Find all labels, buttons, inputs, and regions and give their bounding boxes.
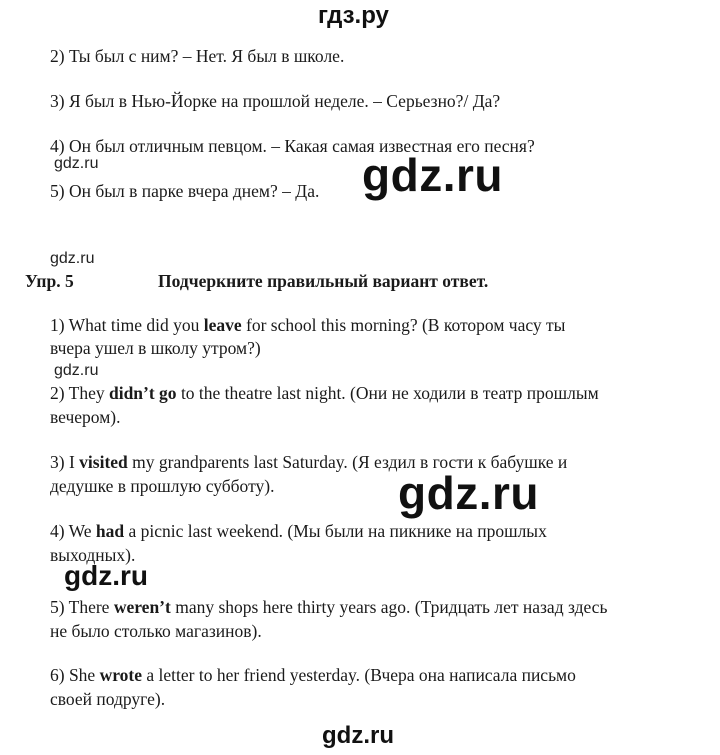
exercise-instruction: Подчеркните правильный вариант ответ. bbox=[158, 271, 489, 291]
exercise-item-5-cont: не было столько магазинов). bbox=[50, 621, 262, 641]
exercise-item-1: 1) What time did you leave for school this morning? (В котором часу ты bbox=[50, 315, 566, 335]
answer-word: visited bbox=[79, 452, 128, 472]
answer-word: wrote bbox=[99, 665, 143, 685]
exercise-item-3-cont: дедушке в прошлую субботу). bbox=[50, 476, 275, 496]
exercise-item-5: 5) There weren’t many shops here thirty years ago. (Тридцать лет назад здесь bbox=[50, 597, 608, 617]
watermark-small: gdz.ru bbox=[54, 155, 99, 172]
exercise-item-4: 4) We had a picnic last weekend. (Мы были на пикнике на прошлых bbox=[50, 521, 547, 541]
exercise-number: Упр. 5 bbox=[25, 271, 74, 291]
site-header: гдз.ру bbox=[318, 2, 389, 29]
prev-item-2: 2) Ты был с ним? – Нет. Я был в школе. bbox=[50, 46, 345, 66]
watermark-medium: gdz.ru bbox=[64, 560, 148, 591]
watermark-large: gdz.ru bbox=[362, 149, 503, 201]
exercise-item-3: 3) I visited my grandparents last Saturday. (Я ездил в гости к бабушке и bbox=[50, 452, 568, 472]
site-footer: gdz.ru bbox=[322, 722, 394, 749]
prev-item-5: 5) Он был в парке вчера днем? – Да. bbox=[50, 181, 320, 201]
exercise-item-6-cont: своей подруге). bbox=[50, 689, 166, 709]
answer-word: didn’t go bbox=[108, 383, 177, 403]
prev-item-4: 4) Он был отличным певцом. – Какая самая известная его песня? bbox=[50, 136, 535, 156]
exercise-item-2-cont: вечером). bbox=[50, 407, 121, 427]
exercise-item-2: 2) They didn’t go to the theatre last night. (Они не ходили в театр прошлым bbox=[50, 383, 599, 403]
watermark-large: gdz.ru bbox=[398, 467, 539, 519]
watermark-small: gdz.ru bbox=[50, 250, 95, 267]
exercise-item-4-cont: выходных). bbox=[50, 545, 136, 565]
exercise-item-6: 6) She wrote a letter to her friend yesterday. (Вчера она написала письмо bbox=[50, 665, 576, 685]
answer-word: had bbox=[95, 521, 125, 541]
prev-item-3: 3) Я был в Нью-Йорке на прошлой неделе. – Серьезно?/ Да? bbox=[50, 91, 501, 111]
answer-word: leave bbox=[203, 315, 242, 335]
watermark-small: gdz.ru bbox=[54, 362, 99, 379]
answer-word: weren’t bbox=[113, 597, 171, 617]
exercise-item-1-cont: вчера ушел в школу утром?) bbox=[50, 338, 261, 358]
